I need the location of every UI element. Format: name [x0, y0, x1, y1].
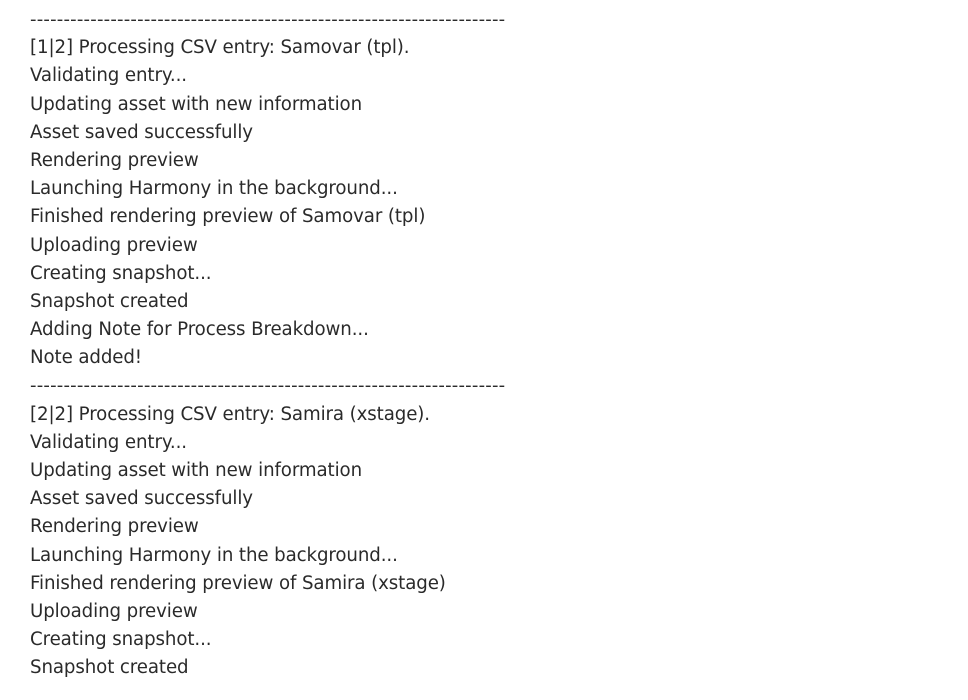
log-line: Creating snapshot... [30, 262, 212, 284]
log-line: Creating snapshot... [30, 629, 212, 651]
log-line: Validating entry... [30, 431, 187, 453]
log-line: Launching Harmony in the background... [30, 544, 398, 566]
log-line: Finished rendering preview of Samovar (tpl) [30, 206, 426, 228]
log-line: Validating entry... [30, 65, 187, 87]
log-line: Adding Note for Process Breakdown... [30, 319, 369, 341]
log-line: Updating asset with new information [30, 460, 362, 481]
log-divider: ----------------------------------------------------------------------- [30, 9, 506, 30]
log-line: Rendering preview [30, 516, 199, 538]
log-output [30, 6, 968, 683]
log-entry-header: [2|2] Processing CSV entry: Samira (xstage). [30, 403, 430, 425]
log-line: Snapshot created [30, 290, 189, 312]
log-line: Launching Harmony in the background... [30, 178, 398, 200]
log-line: Updating asset with new information [30, 93, 362, 115]
log-line: Finished rendering preview of Samira (xstage) [30, 572, 446, 594]
log-line: Uploading preview [30, 234, 198, 256]
log-line: Rendering preview [30, 149, 199, 171]
log-line: Asset saved successfully [30, 121, 253, 143]
log-entry-header: [1|2] Processing CSV entry: Samovar (tpl). [30, 37, 410, 59]
log-divider: ----------------------------------------------------------------------- [30, 375, 506, 397]
log-line: Asset saved successfully [30, 488, 253, 510]
log-line: Snapshot created [30, 657, 189, 679]
log-line: Note added! [30, 347, 142, 369]
log-line: Uploading preview [30, 600, 198, 622]
